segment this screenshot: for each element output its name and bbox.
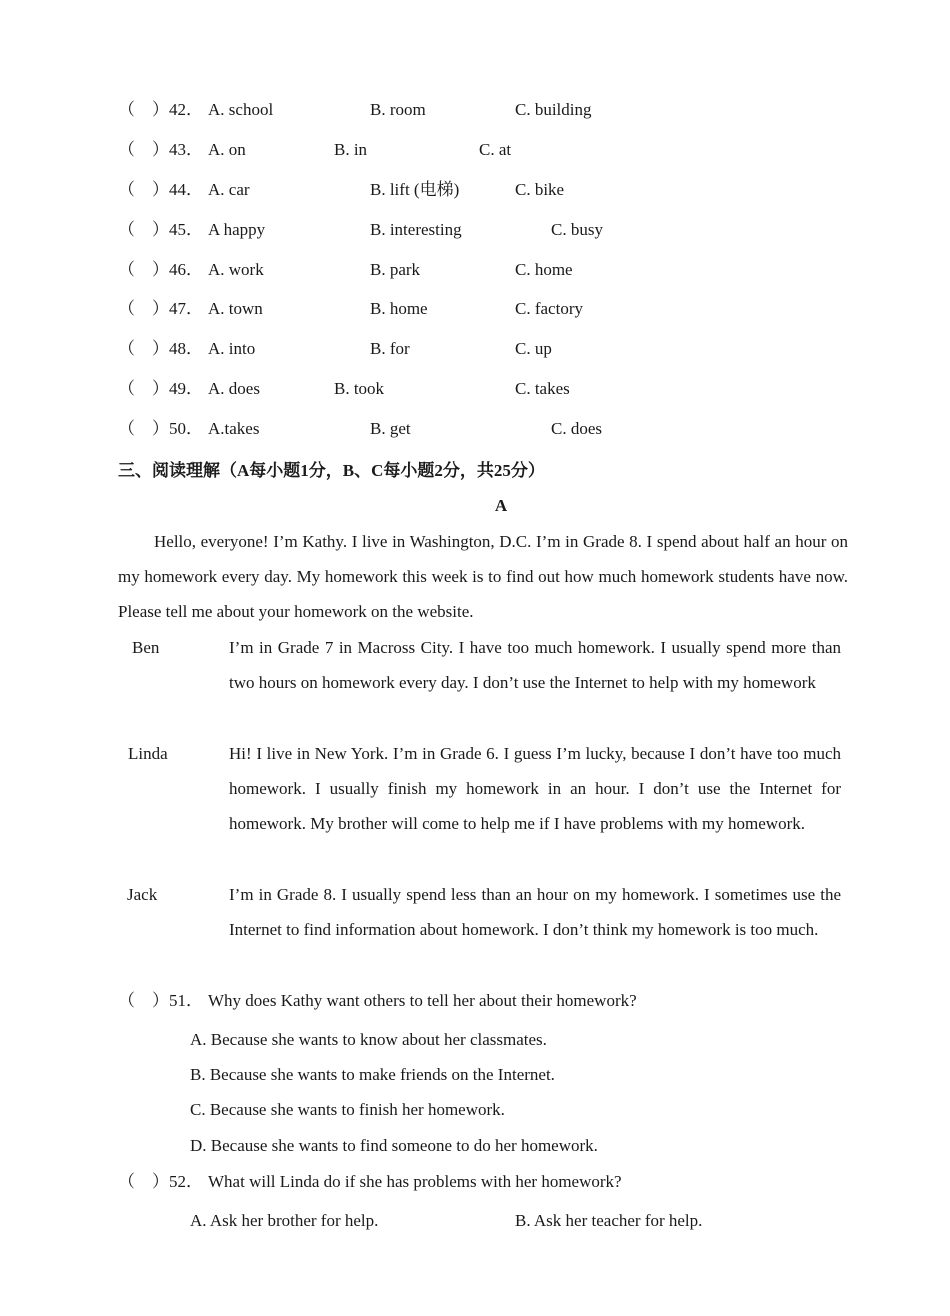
option-c: C. factory — [515, 299, 583, 318]
question-number: （ ）51． — [118, 991, 203, 1010]
reply-name-ben: Ben — [132, 638, 160, 657]
reply-name-linda: Linda — [128, 744, 168, 763]
option-51-d: D. Because she wants to find someone to do her homework. — [190, 1136, 598, 1155]
option-a: A. car — [208, 180, 250, 199]
option-51-c: C. Because she wants to finish her homework. — [190, 1100, 505, 1119]
option-a: A. on — [208, 140, 246, 159]
question-number: （ ）46． — [118, 260, 203, 279]
option-52-b: B. Ask her teacher for help. — [515, 1211, 703, 1230]
question-number: （ ）42． — [118, 100, 203, 119]
reply-text-linda: Hi! I live in New York. I’m in Grade 6. I guess I’m lucky, because I don’t have too much homework. I usually finish my homework in an hour. I don’t use the Internet for homework. My brother will come to help me if I have problems with my homework. — [229, 744, 841, 833]
question-text: Why does Kathy want others to tell her about their homework? — [208, 991, 637, 1010]
option-b: B. get — [370, 419, 411, 438]
option-a: A. does — [208, 379, 260, 398]
option-a: A happy — [208, 220, 266, 239]
section-title: 三、阅读理解（A每小题1分，B、C每小题2分，共25分） — [118, 461, 545, 480]
option-51-a: A. Because she wants to know about her classmates. — [190, 1030, 547, 1049]
option-c: C. takes — [515, 379, 570, 398]
option-b: B. park — [370, 260, 421, 279]
question-number: （ ）52． — [118, 1172, 203, 1191]
option-b: B. room — [370, 100, 426, 119]
option-b: B. interesting — [370, 220, 462, 239]
option-a: A. work — [208, 260, 264, 279]
question-number: （ ）45． — [118, 220, 203, 239]
option-b: B. home — [370, 299, 428, 318]
option-c: C. busy — [551, 220, 603, 239]
option-c: C. home — [515, 260, 573, 279]
option-a: A. town — [208, 299, 263, 318]
option-c: C. bike — [515, 180, 565, 199]
option-a: A.takes — [208, 419, 260, 438]
option-52-a: A. Ask her brother for help. — [190, 1211, 379, 1230]
reply-text-ben: I’m in Grade 7 in Macross City. I have too much homework. I usually spend more than two hours on homework every day. I don’t use the Internet to help with my homework — [229, 638, 841, 692]
question-number: （ ）44． — [118, 180, 203, 199]
question-number: （ ）43． — [118, 140, 203, 159]
reply-name-jack: Jack — [127, 885, 158, 904]
option-c: C. at — [479, 140, 512, 159]
option-c: C. does — [551, 419, 602, 438]
passage-intro: Hello, everyone! I’m Kathy. I live in Washington, D.C. I’m in Grade 8. I spend about half an hour on my homework every day. My homework this week is to find out how much homework students have now. Please tell me about your homework on the website. — [118, 532, 848, 621]
option-c: C. building — [515, 100, 592, 119]
passage-label: A — [494, 496, 508, 515]
option-51-b: B. Because she wants to make friends on the Internet. — [190, 1065, 555, 1084]
option-c: C. up — [515, 339, 552, 358]
option-a: A. into — [208, 339, 256, 358]
option-b: B. in — [334, 140, 368, 159]
question-number: （ ）50． — [118, 419, 203, 438]
option-b: B. for — [370, 339, 410, 358]
question-number: （ ）49． — [118, 379, 203, 398]
question-text: What will Linda do if she has problems with her homework? — [208, 1172, 622, 1191]
question-number: （ ）48． — [118, 339, 203, 358]
question-number: （ ）47． — [118, 299, 203, 318]
option-b: B. lift (电梯) — [370, 180, 460, 199]
option-b: B. took — [334, 379, 385, 398]
option-a: A. school — [208, 100, 274, 119]
reply-text-jack: I’m in Grade 8. I usually spend less than an hour on my homework. I sometimes use the Internet to find information about homework. I don’t think my homework is too much. — [229, 885, 841, 939]
